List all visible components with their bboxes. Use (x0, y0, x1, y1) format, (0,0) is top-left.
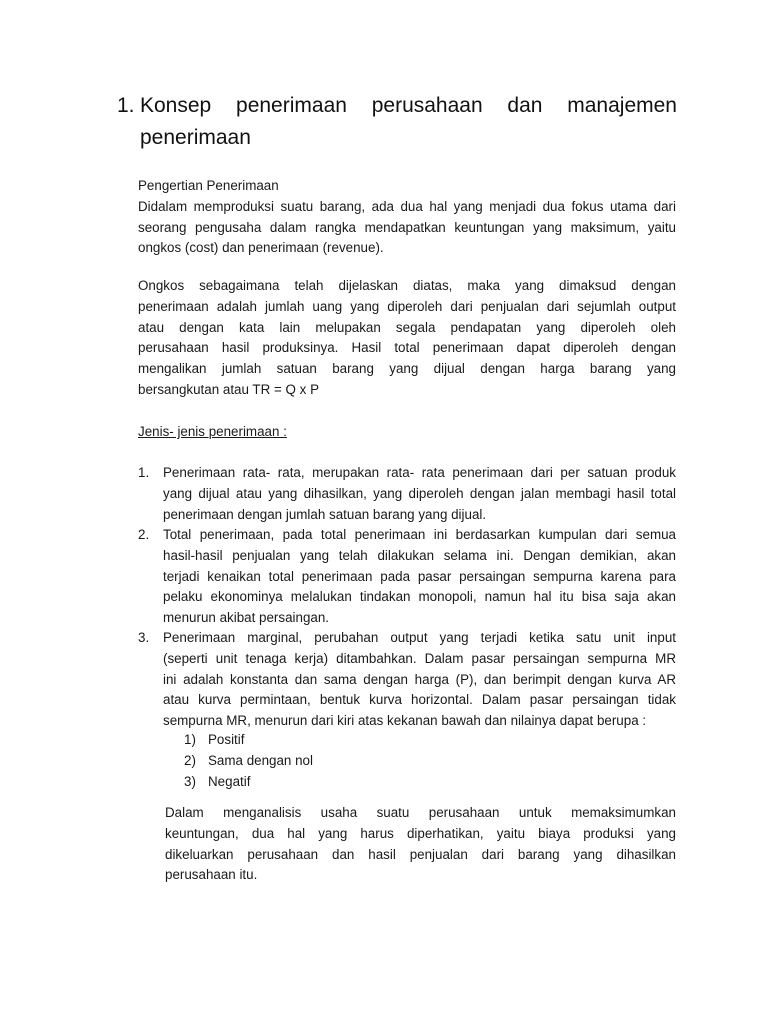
text-line: sempurna MR, menurun dari kiri atas kekanan bawah dan nilainya dapat berupa : (163, 713, 647, 729)
sub-item-label: Sama dengan nol (208, 753, 313, 768)
heading-number: 1. (117, 94, 135, 117)
text-line: (seperti unit tenaga kerja) ditambahkan. Dalam pasar persaingan sempurna MR (163, 650, 676, 666)
intro-paragraph-2 (138, 276, 676, 401)
list-item-3 (138, 628, 676, 732)
text-line: penerimaan adalah jumlah uang yang diperoleh dari penjualan dari sejumlah output (138, 298, 676, 314)
sub-item-3 (184, 772, 250, 793)
text-line: penerimaan dengan jumlah satuan barang yang dijual. (163, 506, 487, 522)
text-line: keuntungan, dua hal yang harus diperhatikan, yaitu biaya produksi yang (165, 825, 676, 841)
sub-item-2 (184, 751, 313, 772)
text-line: ongkos (cost) dan penerimaan (revenue). (138, 240, 384, 256)
sub-item-number: 2) (184, 753, 196, 768)
list-item-2 (138, 525, 676, 629)
text-line: seorang pengusaha dalam rangka mendapatkan keuntungan yang maksimum, yaitu (138, 219, 676, 235)
sub-item-number: 3) (184, 774, 196, 789)
types-title: Jenis- jenis penerimaan : (138, 424, 287, 439)
text-line: dikeluarkan perusahaan dan hasil penjualan dari barang yang dihasilkan (165, 846, 676, 862)
sub-item-1 (184, 730, 244, 751)
text-line: perusahaan hasil produksinya. Hasil total penerimaan dapat diperoleh dengan (138, 340, 676, 356)
text-line: atau kurva permintaan, bentuk kurva horizontal. Dalam pasar persaingan tidak (163, 692, 676, 708)
text-line: bersangkutan atau TR = Q x P (138, 381, 320, 397)
sub-item-label: Negatif (208, 774, 251, 789)
list-number: 2. (138, 527, 150, 542)
list-number: 1. (138, 465, 150, 480)
intro-paragraph-1 (138, 197, 676, 259)
text-line: Total penerimaan, pada total penerimaan ini berdasarkan kumpulan dari semua (163, 527, 676, 542)
text-line: terjadi kenaikan total penerimaan pada pasar persaingan sempurna karena para (163, 568, 676, 584)
text-line: yang dijual atau yang dihasilkan, yang diperoleh dengan jalan membagi hasil total (163, 485, 676, 501)
subheading: Pengertian Penerimaan (138, 178, 279, 193)
text-line: Didalam memproduksi suatu barang, ada dua hal yang menjadi dua fokus utama dari (138, 198, 676, 214)
text-line: Penerimaan marginal, perubahan output yang terjadi ketika satu unit input (163, 630, 676, 645)
text-line: perusahaan itu. (165, 867, 258, 883)
text-line: menurun akibat persaingan. (163, 610, 330, 626)
section-heading (117, 90, 677, 154)
text-line: hasil-hasil penjualan yang telah dilakukan selama ini. Dengan demikian, akan (163, 547, 676, 563)
text-line: ini adalah konstanta dan sama dengan harga (P), dan berimpit dengan kurva AR (163, 671, 676, 687)
list-number: 3. (138, 630, 150, 645)
heading-line-1: Konsep penerimaan perusahaan dan manajemen (140, 94, 677, 117)
closing-paragraph (165, 803, 676, 886)
text-line: Penerimaan rata- rata, merupakan rata- rata penerimaan dari per satuan produk (163, 465, 676, 480)
sub-item-label: Positif (208, 732, 245, 747)
intro-section (138, 176, 676, 259)
text-line: Ongkos sebagaimana telah dijelaskan diatas, maka yang dimaksud dengan (138, 278, 676, 293)
text-line: atau dengan kata lain melupakan segala pendapatan yang diperoleh oleh (138, 319, 676, 335)
text-line: mengalikan jumlah satuan barang yang dijual dengan harga barang yang (138, 361, 676, 377)
list-item-1 (138, 463, 676, 525)
text-line: Dalam menganalisis usaha suatu perusahaan untuk memaksimumkan (165, 805, 676, 820)
heading-line-2: penerimaan (140, 126, 251, 149)
text-line: pelaku ekonominya melalukan tindakan monopoli, namun hal itu bisa saja akan (163, 589, 676, 605)
sub-item-number: 1) (184, 732, 196, 747)
